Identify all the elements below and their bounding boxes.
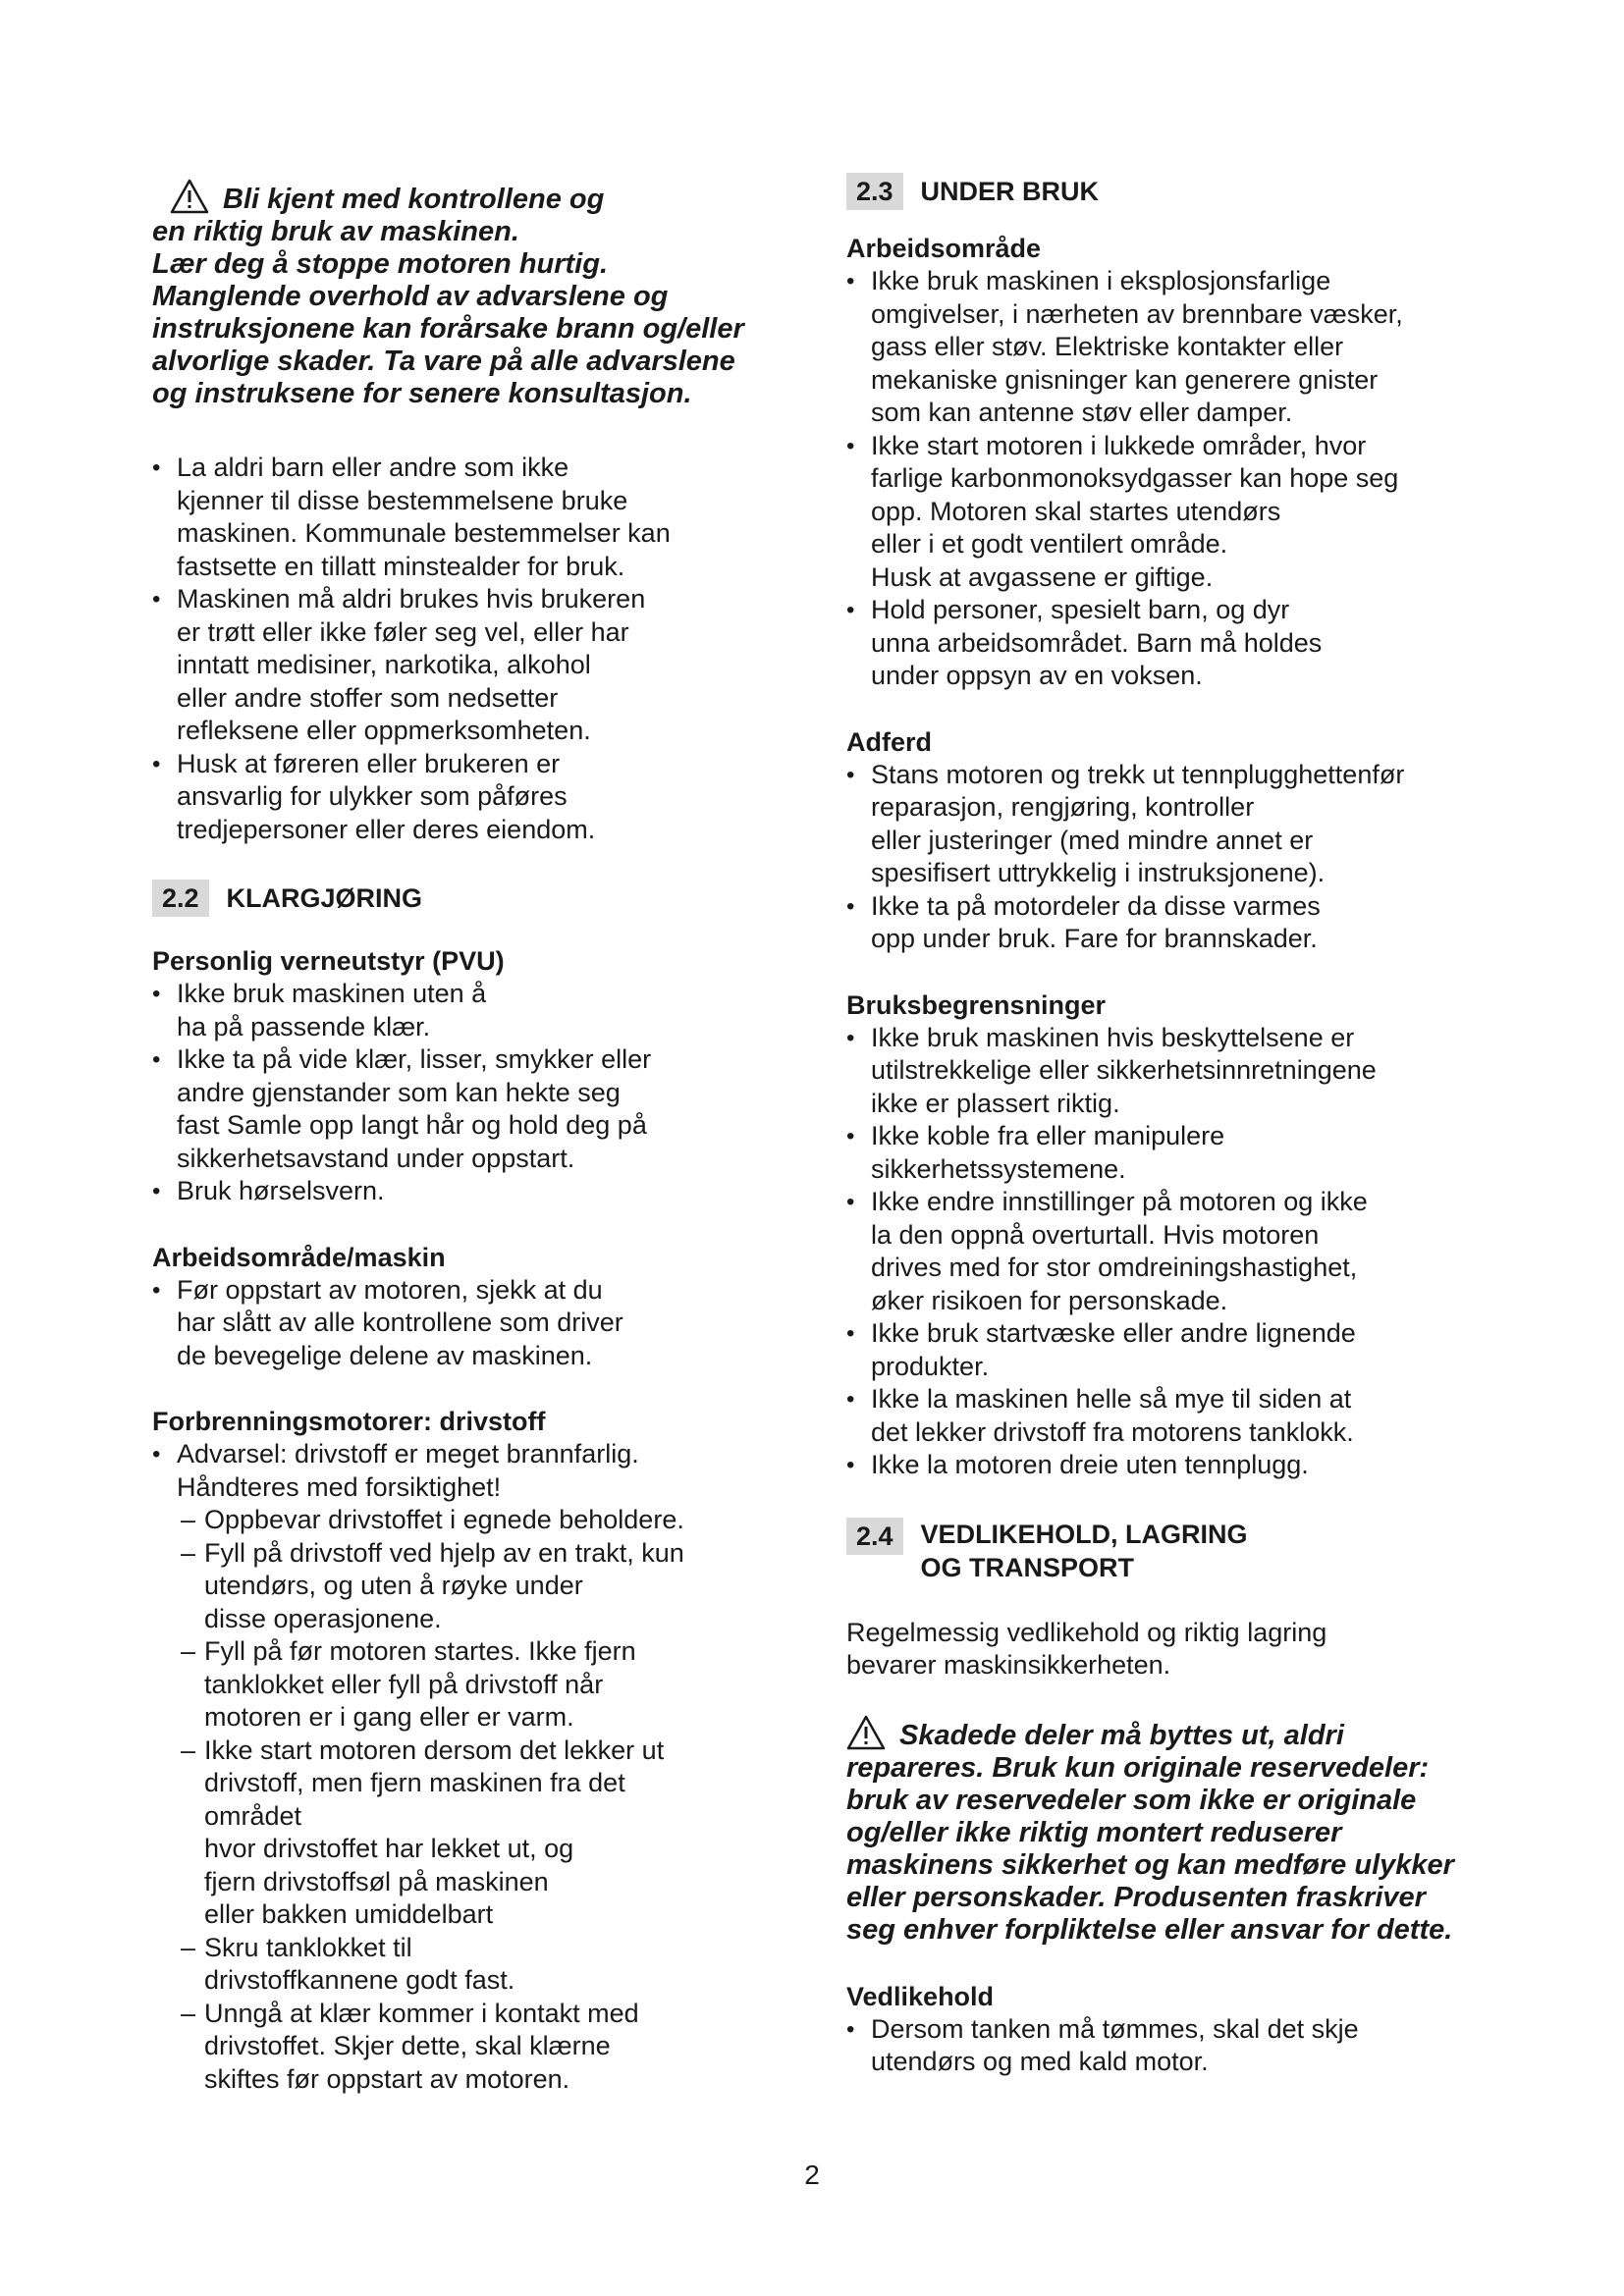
warning-line: en riktig bruk av maskinen. — [152, 216, 519, 247]
page-number: 2 — [804, 2160, 820, 2190]
sub-list-item: – Ikke start motoren dersom det lekker ut drivstoff, men fjern maskinen fra det området hvor drivstoffet har lekket ut, og fjern drivstoffsøl på maskinen eller bakken umiddelbart — [177, 1735, 761, 1932]
right-column — [846, 173, 1485, 2079]
safety-warning-controls — [152, 179, 761, 410]
pvu-list — [152, 978, 761, 1208]
list-item: • Ikke bruk maskinen hvis beskyttelsene er utilstrekkelige eller sikkerhetsinnretningene ikke er plassert riktig. — [846, 1022, 1485, 1121]
warning-line: maskinens sikkerhet og kan medføre ulykker — [846, 1848, 1454, 1881]
section-title: VEDLIKEHOLD, LAGRING OG TRANSPORT — [920, 1519, 1248, 1582]
list-item: • Hold personer, spesielt barn, og dyr unna arbeidsområdet. Barn må holdes under oppsyn av en voksen. — [846, 594, 1485, 693]
list-item: • Ikke endre innstillinger på motoren og ikke la den oppnå overturtall. Hvis motoren drives med for stor omdreiningshastighet, øker risikoen for personskade. — [846, 1186, 1485, 1317]
list-item: • Ikke la motoren dreie uten tennplugg. — [846, 1449, 1485, 1482]
fuel-warning-text: • Advarsel: drivstoff er meget brannfarlig. Håndteres med forsiktighet! — [177, 1439, 639, 1502]
list-item: • Stans motoren og trekk ut tennplugghettenfør reparasjon, rengjøring, kontroller eller justeringer (med mindre annet er spesifisert uttrykkelig i instruksjonene). — [846, 759, 1485, 890]
sub-list-item: – Fyll på før motoren startes. Ikke fjern tanklokket eller fyll på drivstoff når motoren er i gang eller er varm. — [177, 1635, 761, 1735]
list-item: • Ikke ta på vide klær, lisser, smykker eller andre gjenstander som kan hekte seg fast Samle opp langt hår og hold deg på sikkerhetsavstand under oppstart. — [152, 1043, 761, 1175]
fuel-list — [152, 1438, 761, 2096]
fuel-heading: Forbrenningsmotorer: drivstoff — [152, 1407, 546, 1436]
list-item: • Ikke bruk startvæske eller andre lignende produkter. — [846, 1317, 1485, 1383]
warning-line: instruksjonene kan forårsake brann og/eller — [152, 313, 744, 345]
list-item: • La aldri barn eller andre som ikke kjenner til disse bestemmelsene bruke maskinen. Kommunale bestemmelser kan fastsette en tillatt minstealder for bruk. — [152, 452, 761, 583]
list-item: • Ikke ta på motordeler da disse varmes opp under bruk. Fare for brannskader. — [846, 890, 1485, 956]
warning-line: eller personskader. Produsenten fraskriver — [846, 1881, 1426, 1913]
section-title: KLARGJØRING — [226, 883, 423, 913]
section-heading-2-3 — [846, 173, 1485, 210]
work-area-heading: Arbeidsområde — [846, 234, 1042, 263]
warning-line: bruk av reservedeler som ikke er originale — [846, 1784, 1417, 1816]
list-item: • Ikke koble fra eller manipulere sikkerhetssystemene. — [846, 1120, 1485, 1186]
sub-list-item: – Unngå at klær kommer i kontakt med drivstoffet. Skjer dette, skal klærne skiftes før oppstart av motoren. — [177, 1998, 761, 2097]
list-item: • Dersom tanken må tømmes, skal det skje utendørs og med kald motor. — [846, 2013, 1485, 2079]
warning-line: seg enhver forpliktelse eller ansvar for dette. — [846, 1913, 1453, 1946]
warning-line: Skadede deler må byttes ut, aldri — [899, 1719, 1344, 1751]
work-area-machine-list — [152, 1274, 761, 1373]
warning-line: Bli kjent med kontrollene og — [223, 184, 605, 215]
general-safety-list — [152, 452, 761, 846]
list-item: • Husk at føreren eller brukeren er ansvarlig for ulykker som påføres tredjepersoner eller deres eiendom. — [152, 748, 761, 847]
behavior-list — [846, 759, 1485, 956]
list-item: • Bruk hørselsvern. — [152, 1175, 761, 1208]
list-item: • Ikke la maskinen helle så mye til siden at det lekker drivstoff fra motorens tanklokk. — [846, 1383, 1485, 1449]
section-number: 2.3 — [846, 173, 903, 210]
sub-list-item: – Skru tanklokket til drivstoffkannene godt fast. — [177, 1932, 761, 1998]
left-column — [152, 179, 761, 2096]
list-item: • Ikke start motoren i lukkede områder, hvor farlige karbonmonoksydgasser kan hope seg opp. Motoren skal startes utendørs eller i et godt ventilert område. Husk at avgassene er giftige. — [846, 430, 1485, 595]
warning-line: repareres. Bruk kun originale reservedeler: — [846, 1751, 1430, 1784]
warning-line: og/eller ikke riktig montert reduserer — [846, 1816, 1342, 1848]
warning-line: Lær deg å stoppe motoren hurtig. — [152, 248, 609, 280]
list-item: • Ikke bruk maskinen uten å ha på passende klær. — [152, 978, 761, 1043]
section-heading-2-2 — [152, 880, 761, 917]
behavior-heading: Adferd — [846, 726, 932, 757]
warning-line: alvorlige skader. Ta vare på alle advarslene — [152, 346, 735, 377]
usage-limits-heading: Bruksbegrensninger — [846, 989, 1107, 1020]
section-heading-2-4 — [846, 1518, 1485, 1584]
work-area-machine-heading: Arbeidsområde/maskin — [152, 1242, 446, 1272]
warning-triangle-icon — [170, 179, 209, 214]
section-title: UNDER BRUK — [920, 177, 1100, 206]
list-item: • Ikke bruk maskinen i eksplosjonsfarlige omgivelser, i nærheten av brennbare væsker, gass eller støv. Elektriske kontakter eller mekaniske gnisninger kan generere gnister som kan antenne støv eller damper. — [846, 265, 1485, 430]
warning-line: og instruksene for senere konsultasjon. — [152, 378, 692, 409]
usage-limits-list — [846, 1022, 1485, 1482]
section-number: 2.2 — [152, 880, 209, 917]
maintenance-list — [846, 2013, 1485, 2079]
list-item: • Maskinen må aldri brukes hvis brukeren er trøtt eller ikke føler seg vel, eller har inntatt medisiner, narkotika, alkohol eller andre stoffer som nedsetter refleksene eller oppmerksomheten. — [152, 583, 761, 748]
section-number: 2.4 — [846, 1518, 903, 1555]
sub-list-item: – Oppbevar drivstoffet i egnede beholdere. — [177, 1504, 761, 1537]
warning-line: Manglende overhold av advarslene og — [152, 281, 669, 312]
list-item — [152, 1438, 761, 2096]
work-area-list — [846, 265, 1485, 693]
sub-list-item: – Fyll på drivstoff ved hjelp av en trakt, kun utendørs, og uten å røyke under disse operasjonene. — [177, 1537, 761, 1636]
pvu-heading: Personlig verneutstyr (PVU) — [152, 946, 505, 976]
list-item: • Før oppstart av motoren, sjekk at du har slått av alle kontrollene som driver de bevegelige delene av maskinen. — [152, 1274, 761, 1373]
maintenance-heading: Vedlikehold — [846, 1981, 995, 2011]
maintenance-intro: Regelmessig vedlikehold og riktig lagring bevarer maskinsikkerheten. — [846, 1617, 1327, 1680]
warning-triangle-icon — [846, 1715, 886, 1750]
fuel-sub-list — [177, 1504, 761, 2096]
safety-warning-spare-parts — [846, 1715, 1485, 1947]
